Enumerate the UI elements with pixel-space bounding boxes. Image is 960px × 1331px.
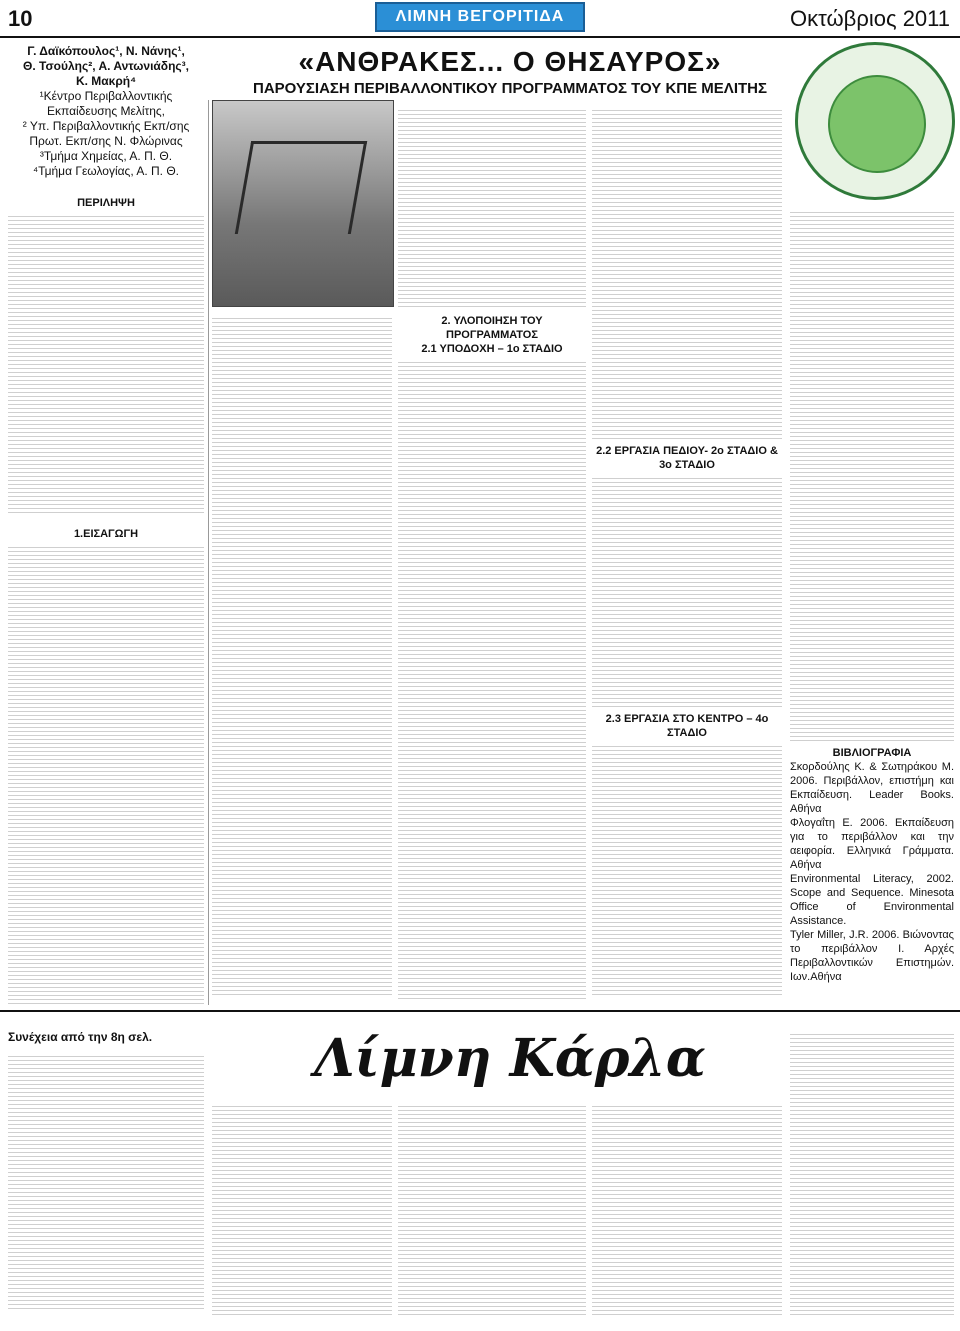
column-4 bbox=[592, 104, 782, 1000]
section-2-1-heading: 2.1 ΥΠΟΔΟΧΗ – 1ο ΣΤΑΔΙΟ bbox=[421, 343, 563, 355]
intro-heading: 1.ΕΙΣΑΓΩΓΗ bbox=[73, 528, 139, 540]
column-5 bbox=[790, 206, 954, 984]
section-2-3-heading: 2.3 ΕΡΓΑΣΙΑ ΣΤΟ ΚΕΝΤΡΟ – 4ο ΣΤΑΔΙΟ bbox=[605, 713, 769, 739]
kpe-emblem bbox=[795, 42, 955, 200]
karla-column-3 bbox=[398, 1100, 586, 1320]
karla-column-2 bbox=[212, 1100, 392, 1320]
karla-column-5-lines bbox=[790, 1033, 954, 1318]
issue-date: Οκτώβριος 2011 bbox=[790, 6, 950, 31]
kpe-emblem-center bbox=[828, 75, 926, 173]
authors-block bbox=[8, 44, 204, 179]
column-divider bbox=[208, 100, 209, 1005]
bibliography-item-1: Σκορδούλης Κ. & Σωτηράκου Μ. 2006. Περιβάλλον, επιστήμη και Εκπαίδευση. Leader Books. Αθήνα bbox=[790, 761, 954, 815]
continued-note: Συνέχεια από την 8η σελ. bbox=[8, 1030, 153, 1044]
column-2-lines bbox=[212, 317, 392, 997]
intro-text-lines bbox=[8, 546, 204, 1006]
karla-column-1-lines bbox=[8, 1055, 204, 1310]
affiliation-2: ² Υπ. Περιβαλλοντικής Εκπ/σης Πρωτ. Εκπ/σης Ν. Φλώρινας bbox=[22, 119, 190, 148]
column-5-lines bbox=[790, 211, 954, 741]
column-3-lines-bottom bbox=[398, 361, 586, 1001]
bibliography-item-3: Environmental Literacy, 2002. Scope and Sequence. Minesota Office of Environmental Assistance. bbox=[790, 873, 954, 927]
page-header bbox=[0, 0, 960, 38]
masthead-logo: ΛΙΜΝΗ ΒΕΓΟΡΙΤΙΔΑ bbox=[375, 2, 585, 32]
column-2 bbox=[212, 312, 392, 1002]
page-number: 10 bbox=[8, 6, 33, 31]
affiliation-4: ⁴Τμήμα Γεωλογίας, Α. Π. Θ. bbox=[32, 164, 180, 178]
column-3 bbox=[398, 104, 586, 1006]
bibliography-item-2: Φλογαΐτη Ε. 2006. Εκπαίδευση για το περιβάλλον και την αειφορία. Ελληνικά Γράμματα. Αθήνα bbox=[790, 817, 954, 871]
article-title: «ΑΝΘΡΑΚΕΣ... Ο ΘΗΣΑΥΡΟΣ» bbox=[298, 46, 722, 77]
bibliography-heading: ΒΙΒΛΙΟΓΡΑΦΙΑ bbox=[832, 747, 912, 759]
column-4-lines-1 bbox=[592, 109, 782, 439]
article-subtitle: ΠΑΡΟΥΣΙΑΣΗ ΠΕΡΙΒΑΛΛΟΝΤΙΚΟΥ ΠΡΟΓΡΑΜΜΑΤΟΣ ΤΟΥ ΚΠΕ ΜΕΛΙΤΗΣ bbox=[253, 80, 767, 97]
karla-column-5 bbox=[790, 1028, 954, 1323]
column-4-lines-3 bbox=[592, 745, 782, 995]
column-3-lines-top bbox=[398, 109, 586, 309]
header-rule bbox=[0, 36, 960, 38]
karla-column-4-lines bbox=[592, 1105, 782, 1315]
section-rule bbox=[0, 1010, 960, 1012]
karla-title: Λίμνη Κάρλα bbox=[314, 1028, 706, 1089]
karla-column-4 bbox=[592, 1100, 782, 1320]
column-1 bbox=[8, 196, 204, 1011]
affiliation-1: ¹Κέντρο Περιβαλλοντικής Εκπαίδευσης Μελίτης, bbox=[39, 89, 173, 118]
author-names-3: Κ. Μακρή⁴ bbox=[75, 74, 137, 88]
section-2-heading: 2. ΥΛΟΠΟΙΗΣΗ ΤΟΥ ΠΡΟΓΡΑΜΜΑΤΟΣ bbox=[441, 315, 543, 341]
section-2-2-heading: 2.2 ΕΡΓΑΣΙΑ ΠΕΔΙΟΥ- 2ο ΣΤΑΔΙΟ & 3ο ΣΤΑΔΙΟ bbox=[596, 445, 778, 471]
excavator-photo bbox=[212, 100, 394, 307]
abstract-heading: ΠΕΡΙΛΗΨΗ bbox=[77, 197, 135, 209]
bibliography-item-4: Tyler Miller, J.R. 2006. Βιώνοντας το περιβάλλον Ι. Αρχές Περιβαλλοντικών Επιστημών. Ιων.Αθήνα bbox=[790, 929, 954, 983]
karla-column-3-lines bbox=[398, 1105, 586, 1315]
karla-column-1 bbox=[8, 1050, 204, 1315]
affiliation-3: ³Τμήμα Χημείας, Α. Π. Θ. bbox=[39, 149, 173, 163]
column-4-lines-2 bbox=[592, 477, 782, 707]
abstract-text-lines bbox=[8, 215, 204, 515]
karla-column-2-lines bbox=[212, 1105, 392, 1315]
author-names-1: Γ. Δαϊκόπουλος¹, Ν. Νάνης¹, bbox=[27, 44, 185, 58]
author-names-2: Θ. Τσούλης², Α. Αντωνιάδης³, bbox=[23, 59, 189, 73]
